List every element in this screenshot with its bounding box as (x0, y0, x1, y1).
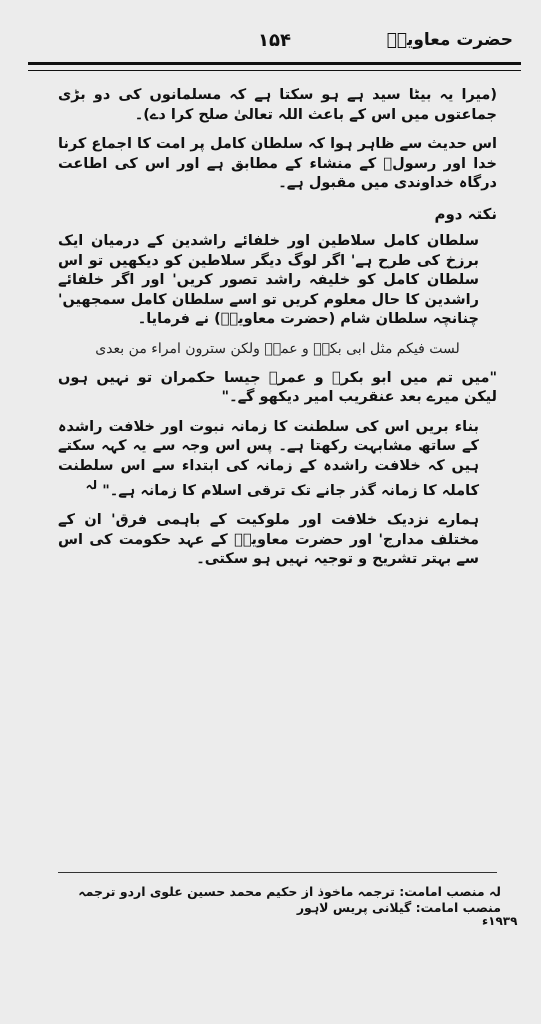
paragraph-4: "میں تم میں ابو بکرؓ و عمرؓ جیسا حکمران تو نہیں ہوں لیکن میرے بعد عنقریب امیر دیکھو گے۔" (58, 369, 497, 406)
paragraph-2: اس حدیث سے ظاہر ہوا کہ سلطان کامل پر امت کا اجماع کرنا خدا اور رسولؐ کے منشاء کے مطابق ہے اور اس کی اطاعت درگاہ خداوندی میں مقبول ہے۔ (58, 136, 497, 192)
section-heading: نکتہ دوم (434, 204, 497, 223)
footnote-rule (58, 872, 497, 873)
footnote-marker: لہ (85, 477, 98, 492)
page-body (58, 86, 497, 580)
arabic-quote: لست فیکم مثل ابی بکرؓ و عمرؓ ولکن سترون امراء من بعدی (95, 340, 460, 357)
running-title: حضرت معاویہؓ (386, 30, 513, 50)
paragraph-3: سلطان کامل سلاطین اور خلفائے راشدین کے درمیان ایک برزخ کی طرح ہے' اگر لوگ دیگر سلاطین کو دیکھیں تو اس سلطان کامل کو خلیفہ راشد تصور کریں' اور اگر خلفائے راشدین کا حال معلوم کریں تو اسے سلطان کامل سمجھیں' چنانچہ سلطان شام (حضرت معاویہؓ) نے فرمایا۔ (58, 233, 479, 328)
footnote-year: ۱۹۳۹ء (482, 914, 518, 928)
footnote-text: لہ منصب امامت: ترجمہ ماخوذ از حکیم محمد حسین علوی اردو ترجمہ منصب امامت: گیلانی پریس لاہور (78, 884, 501, 916)
page-header (0, 0, 541, 60)
header-rule-thick (28, 62, 521, 65)
paragraph-5 (58, 418, 497, 501)
header-rule-thin (28, 70, 521, 71)
paragraph-6: ہمارے نزدیک خلافت اور ملوکیت کے باہمی فرق' ان کے مختلف مدارج' اور حضرت معاویہؓ کے عہد حکومت کی اس سے بہتر تشریح و توجیہ نہیں ہو سکتی۔ (58, 511, 479, 568)
page-number: ۱۵۴ (258, 30, 291, 51)
paragraph-1: (میرا یہ بیٹا سید ہے ہو سکتا ہے کہ مسلمانوں کی دو بڑی جماعتوں میں اس کے باعث اللہ تعالیٰ صلح کرا دے)۔ (58, 87, 497, 123)
paragraph-5-text: بناء بریں اس کی سلطنت کا زمانہ نبوت اور خلافت راشدہ کے ساتھ مشابہت رکھتا ہے۔ پس اس وجہ سے یہ کہہ سکتے ہیں کہ خلافت راشدہ کے زمانہ کی ابتداء سے اس سلطنت کاملہ کا زمانہ گذر جانے تک ترقی اسلام کا زمانہ ہے۔" (58, 418, 479, 499)
